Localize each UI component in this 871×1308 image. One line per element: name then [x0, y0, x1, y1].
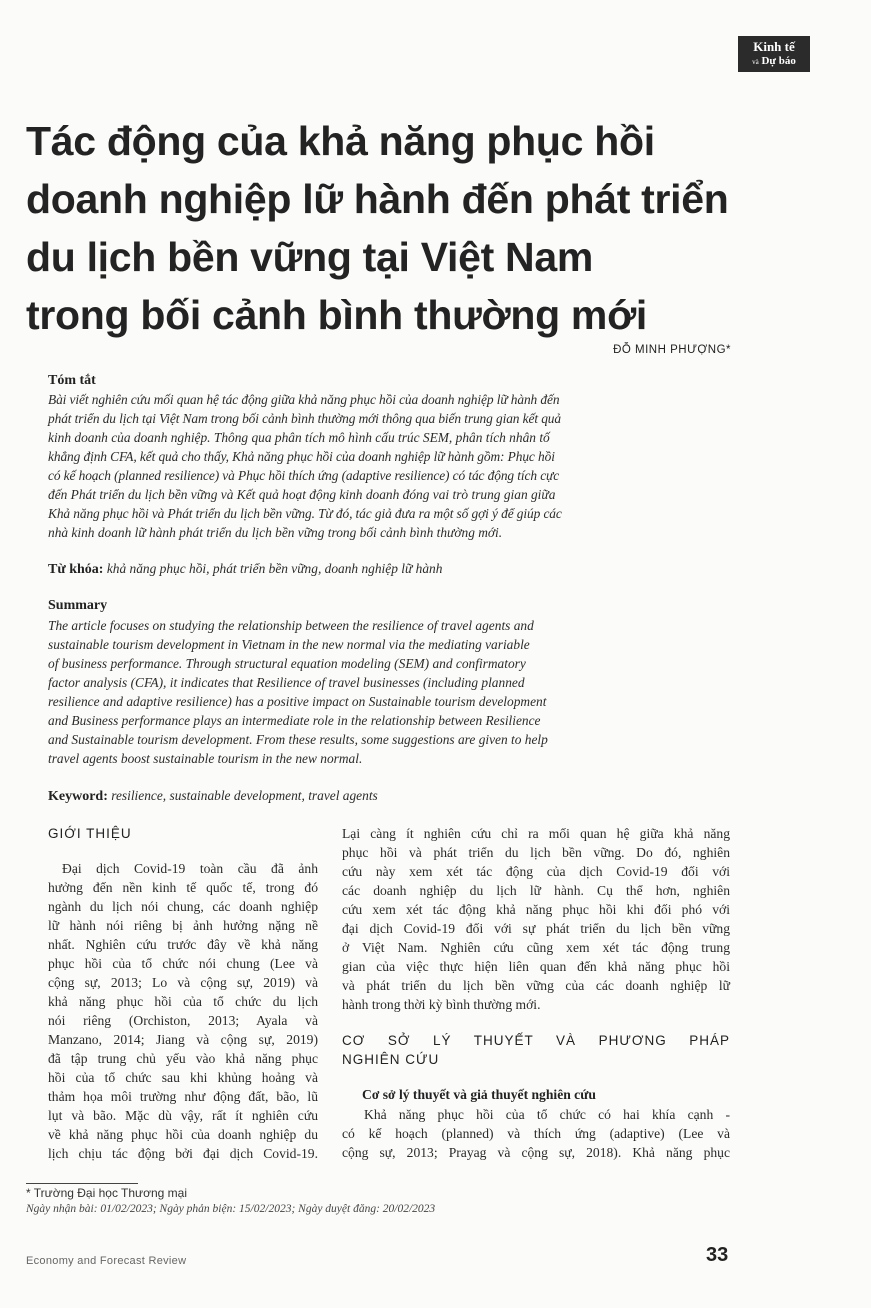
- abstract-vi-heading: Tóm tắt: [48, 373, 96, 388]
- abstract-en-line: The article focuses on studying the relationship between the resilience of travel agents and: [48, 618, 534, 633]
- intro-line: cộng sự, 2013; Lo và cộng sự, 2019) và: [48, 975, 318, 990]
- intro-line: hồi của tổ chức sau khi khủng hoảng và: [48, 1070, 318, 1085]
- intro-line: nói riêng (Orchiston, 2013; Ayala và: [48, 1013, 318, 1028]
- intro-line: về khả năng phục hồi của doanh nghiệp du: [48, 1127, 318, 1142]
- keywords-vi-label: Từ khóa:: [48, 562, 104, 577]
- right-col-line: ở Việt Nam. Nghiên cứu cũng xem xét tác động trung: [342, 940, 730, 955]
- article-title: [26, 112, 766, 344]
- intro-line: đã tập trung chủ yếu vào khả năng phục: [48, 1051, 318, 1066]
- right-col-line: đại dịch Covid-19 đối với sự phát triển du lịch bền vững: [342, 921, 730, 936]
- abstract-en-line: and Business performance plays an intermediate role in the relationship between Resilience: [48, 713, 541, 728]
- author-affiliation: * Trường Đại học Thương mại: [26, 1186, 187, 1200]
- right-col-line: gian của việc thực hiện liên quan đến khả năng phục hồi: [342, 959, 730, 974]
- journal-name-footer: Economy and Forecast Review: [26, 1255, 187, 1267]
- intro-line: phục hồi của tổ chức nói chung (Lee và: [48, 956, 318, 971]
- keywords-en-label: Keyword:: [48, 789, 108, 804]
- intro-line: lịch chịu tác động bởi đại dịch Covid-19.: [48, 1146, 318, 1161]
- theory-line: có kế hoạch (planned) và thích ứng (adaptive) (Lee và: [342, 1126, 730, 1141]
- page-number: 33: [706, 1244, 729, 1266]
- abstract-vi-line: đến Phát triển du lịch bền vững và Kết quả hoạt động kinh doanh đóng vai trò trung gian giữa: [48, 487, 556, 502]
- right-col-line: cứu này xem xét tác động của dịch Covid-19 đối với: [342, 864, 730, 879]
- right-col-line: các doanh nghiệp du lịch lữ hành. Cụ thể hơn, nghiên: [342, 883, 730, 898]
- right-col-line: cứu xem xét tác động khả năng phục hồi khi đối phó với: [342, 902, 730, 917]
- theory-heading-line1: CƠ SỞ LÝ THUYẾT VÀ PHƯƠNG PHÁP: [342, 1033, 730, 1048]
- keywords-en-text: resilience, sustainable development, travel agents: [111, 788, 378, 803]
- intro-line: thảm họa môi trường như động đất, bão, lũ: [48, 1089, 318, 1104]
- logo-line2: và Dự báo: [752, 55, 796, 67]
- intro-line: lữ hành nói riêng bị ảnh hưởng nặng nề: [48, 918, 318, 933]
- footnote-divider: [26, 1183, 138, 1184]
- right-col-line: Lại càng ít nghiên cứu chỉ ra mối quan hệ giữa khả năng: [342, 826, 730, 841]
- logo-line1: Kinh tế: [753, 39, 795, 54]
- intro-line: hưởng đến nền kinh tế quốc tế, trong đó: [48, 880, 318, 895]
- abstract-vi-line: khẳng định CFA, kết quả cho thấy, Khả năng phục hồi của doanh nghiệp lữ hành gồm: Phục hồi: [48, 449, 555, 464]
- right-col-line: phục hồi và phát triển du lịch bền vững. Do đó, nghiên: [342, 845, 730, 860]
- theory-heading-line2: NGHIÊN CỨU: [342, 1052, 440, 1067]
- intro-line: khả năng phục hồi của tổ chức du lịch: [48, 994, 318, 1009]
- abstract-en-line: factor analysis (CFA), it indicates that Resilience of travel businesses (including planned: [48, 675, 525, 690]
- right-col-line: và phát triển du lịch bền vững của các doanh nghiệp lữ: [342, 978, 730, 993]
- article-dates: Ngày nhận bài: 01/02/2023; Ngày phản biện: 15/02/2023; Ngày duyệt đăng: 20/02/2023: [26, 1203, 436, 1215]
- abstract-en-line: of business performance. Through structural equation modeling (SEM) and confirmatory: [48, 656, 526, 671]
- intro-line: lụt và bão. Mặc dù vậy, rất ít nghiên cứu: [48, 1108, 318, 1123]
- abstract-vi-line: có kế hoạch (planned resilience) và Phục hồi thích ứng (adaptive resilience) có tác động tích cực: [48, 468, 560, 483]
- intro-line: Manzano, 2014; Jiang và cộng sự, 2019): [48, 1032, 318, 1047]
- intro-line: Đại dịch Covid-19 toàn cầu đã ảnh: [62, 861, 318, 876]
- right-col-line: hành trong thời kỳ bình thường mới.: [342, 997, 541, 1012]
- abstract-vi-line: phát triển du lịch tại Việt Nam trong bối cảnh bình thường mới thông qua biến trung gian kết quả: [48, 411, 561, 426]
- theory-line: cộng sự, 2013; Prayag và cộng sự, 2018). Khả năng phục: [342, 1145, 730, 1160]
- abstract-vi-line: Bài viết nghiên cứu mối quan hệ tác động giữa khả năng phục hồi của doanh nghiệp lữ hành đến: [48, 392, 560, 407]
- abstract-en-heading: Summary: [48, 598, 108, 613]
- journal-logo: [738, 36, 810, 72]
- abstract-en-line: sustainable tourism development in Vietnam in the new normal via the mediating variable: [48, 637, 530, 652]
- abstract-en-line: and Sustainable tourism development. From these results, some suggestions are given to help: [48, 732, 548, 747]
- theory-subheading: Cơ sở lý thuyết và giả thuyết nghiên cứu: [362, 1087, 596, 1102]
- title-line: Tác động của khả năng phục hồi: [26, 118, 655, 164]
- abstract-en-line: travel agents boost sustainable tourism in the new normal.: [48, 751, 363, 766]
- intro-line: ngành du lịch nói chung, các doanh nghiệp: [48, 899, 318, 914]
- title-line: du lịch bền vững tại Việt Nam: [26, 234, 594, 280]
- abstract-vi-line: kinh doanh của doanh nghiệp. Thông qua phân tích mô hình cấu trúc SEM, phân tích nhân tố: [48, 430, 550, 445]
- keywords-en: [48, 788, 378, 805]
- author-name: ĐỖ MINH PHƯỢNG*: [613, 344, 731, 356]
- abstract-vi-line: nhà kinh doanh lữ hành phát triển du lịch bền vững trong bối cảnh bình thường mới.: [48, 525, 503, 540]
- theory-line: Khả năng phục hồi của tổ chức có hai khía cạnh -: [364, 1107, 730, 1122]
- abstract-en-line: resilience and adaptive resilience) has a positive impact on Sustainable tourism development: [48, 694, 547, 709]
- title-line: trong bối cảnh bình thường mới: [26, 292, 648, 338]
- keywords-vi: [48, 561, 442, 578]
- keywords-vi-text: khả năng phục hồi, phát triển bền vững, doanh nghiệp lữ hành: [106, 561, 443, 576]
- abstract-vi-line: Khả năng phục hồi và Phát triển du lịch bền vững. Từ đó, tác giả đưa ra một số gợi ý để giúp các: [48, 506, 562, 521]
- intro-heading: GIỚI THIỆU: [48, 826, 132, 841]
- title-line: doanh nghiệp lữ hành đến phát triển: [26, 176, 729, 222]
- intro-line: nhất. Nghiên cứu trước đây về khả năng: [48, 937, 318, 952]
